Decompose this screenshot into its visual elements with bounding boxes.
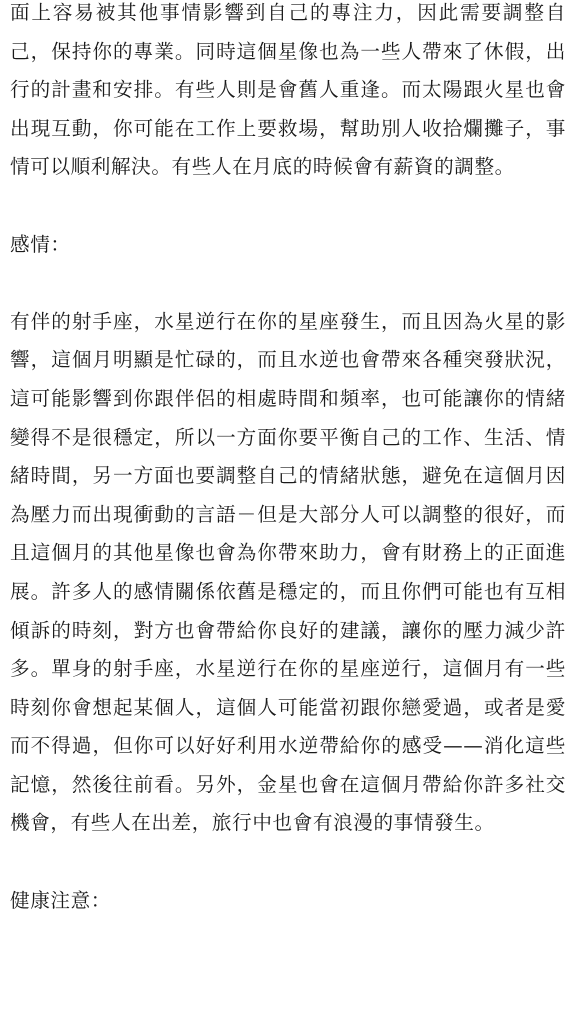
love-section-heading: 感情： [10, 232, 71, 256]
love-paragraph: 有伴的射手座，水星逆行在你的星座發生，而且因為火星的影響，這個月明顯是忙碌的，而且水逆也會帶來各種突發狀況，這可能影響到你跟伴侶的相處時間和頻率，也可能讓你的情緒變得不是很穩定，所以一方面你要平衡自己的工作、生活、情緒時間，另一方面也要調整自己的情緒狀態，避免在這個月因為壓力而出現衝動的言語－但是大部分人可以調整的很好，而且這個月的其他星像也會為你帶來助力，會有財務上的正面進展。許多人的感情關係依舊是穩定的，而且你們可能也有互相傾訴的時刻，對方也會帶給你良好的建議，讓你的壓力減少許多。單身的射手座，水星逆行在你的星座逆行，這個月有一些時刻你會想起某個人，這個人可能當初跟你戀愛過，或者是愛而不得過，但你可以好好利用水逆帶給你的感受——消化這些記憶，然後往前看。另外，金星也會在這個月帶給你許多社交機會，有些人在出差，旅行中也會有浪漫的事情發生。 [10, 309, 566, 835]
career-paragraph-continuation: 面上容易被其他事情影響到自己的專注力，因此需要調整自己，保持你的專業。同時這個星像也為一些人帶來了休假，出行的計畫和安排。有些人則是會舊人重逢。而太陽跟火星也會出現互動，你可能在工作上要救場，幫助別人收拾爛攤子，事情可以順利解決。有些人在月底的時候會有薪資的調整。 [10, 1, 566, 179]
health-section-heading: 健康注意： [10, 888, 111, 912]
paragraph-spacer [10, 264, 566, 303]
paragraph-spacer [10, 187, 566, 226]
article-body [10, 0, 566, 920]
paragraph-spacer [10, 843, 566, 882]
